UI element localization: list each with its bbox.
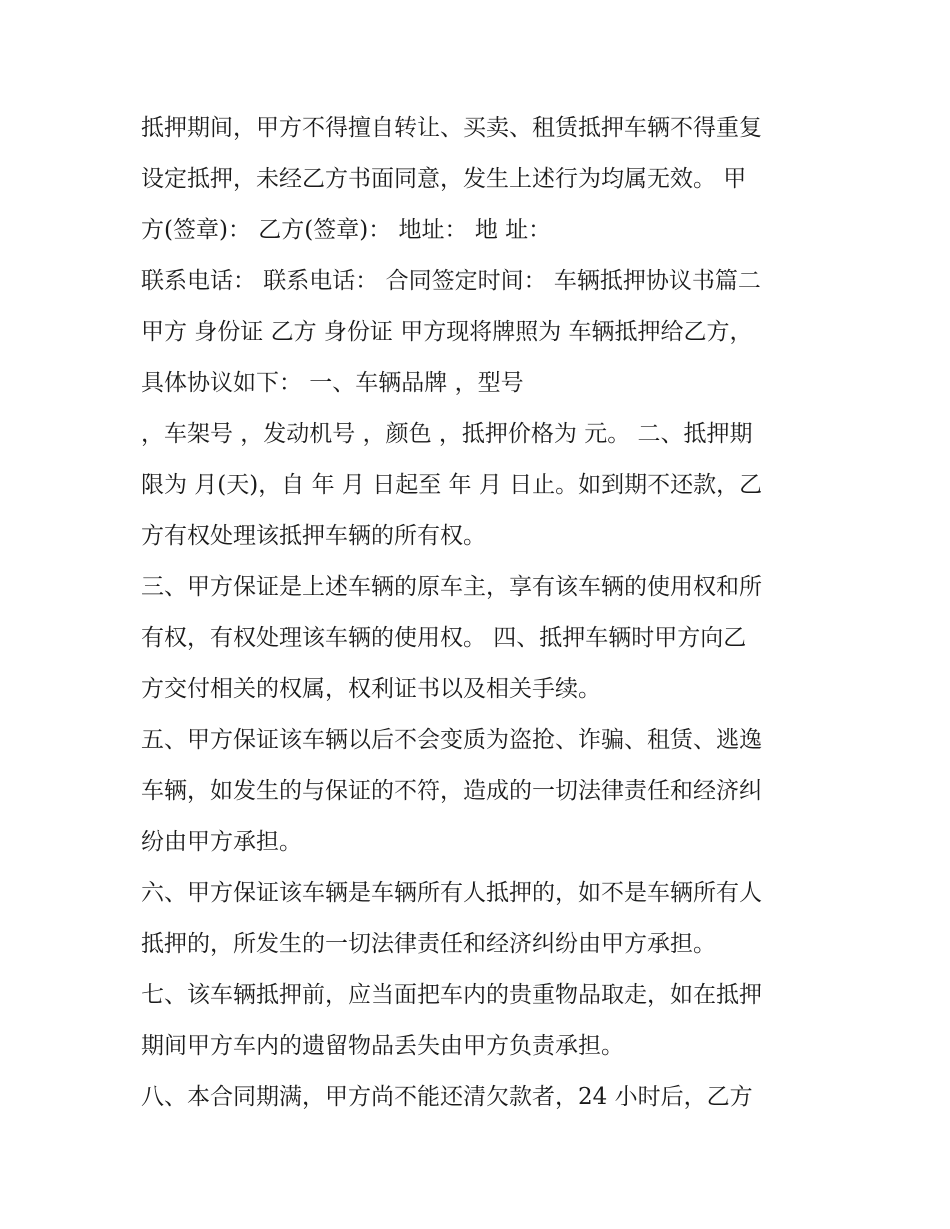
text-line: 六、甲方保证该车辆是车辆所有人抵押的，如不是车辆所有人 xyxy=(141,880,762,906)
text-line: 抵押的，所发生的一切法律责任和经济纠纷由甲方承担。 xyxy=(141,931,716,957)
text-line: 纷由甲方承担。 xyxy=(141,829,302,855)
text-line: 八、本合同期满，甲方尚不能还清欠款者，24 小时后，乙方 xyxy=(141,1084,753,1110)
text-line: 具体协议如下： 一、车辆品牌 ，型号 xyxy=(141,370,524,396)
contract-body-text xyxy=(141,103,821,1123)
text-line: 方有权处理该抵押车辆的所有权。 xyxy=(141,523,486,549)
text-line: 七、该车辆抵押前，应当面把车内的贵重物品取走，如在抵押 xyxy=(141,982,762,1008)
text-line: 五、甲方保证该车辆以后不会变质为盗抢、诈骗、租赁、逃逸 xyxy=(141,727,762,753)
text-line: 甲方 身份证 乙方 身份证 甲方现将牌照为 车辆抵押给乙方， xyxy=(141,319,753,345)
text-line: 三、甲方保证是上述车辆的原车主，享有该车辆的使用权和所 xyxy=(141,574,762,600)
text-line: 方交付相关的权属，权利证书以及相关手续。 xyxy=(141,676,601,702)
text-line: 联系电话： 联系电话： 合同签定时间： 车辆抵押协议书篇二 xyxy=(141,268,761,294)
text-line: 设定抵押，未经乙方书面同意，发生上述行为均属无效。 甲 xyxy=(141,166,747,192)
text-line: ，车架号 ，发动机号 ，颜色 ，抵押价格为 元。 二、抵押期 xyxy=(141,421,753,447)
text-line: 抵押期间，甲方不得擅自转让、买卖、租赁抵押车辆不得重复 xyxy=(141,115,762,141)
text-line: 车辆，如发生的与保证的不符，造成的一切法律责任和经济纠 xyxy=(141,778,762,804)
text-line: 限为 月(天)，自 年 月 日起至 年 月 日止。如到期不还款，乙 xyxy=(141,472,763,498)
text-line: 期间甲方车内的遗留物品丢失由甲方负责承担。 xyxy=(141,1033,624,1059)
text-line: 有权，有权处理该车辆的使用权。 四、抵押车辆时甲方向乙 xyxy=(141,625,747,651)
text-line: 方(签章)： 乙方(签章)： 地址： 地 址： xyxy=(141,217,552,243)
